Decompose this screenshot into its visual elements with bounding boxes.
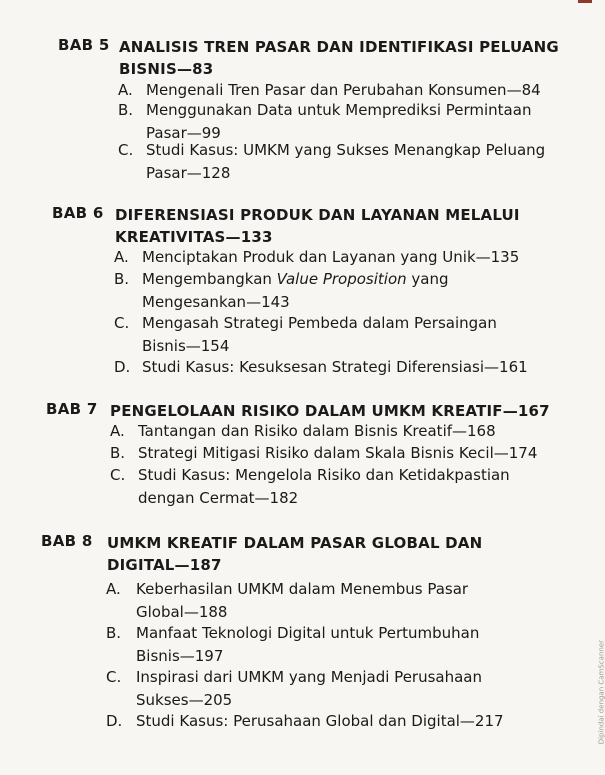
chapter-title xyxy=(115,204,520,248)
entry-text xyxy=(136,666,482,712)
entry-text: Studi Kasus: Kesuksesan Strategi Diferensiasi—161 xyxy=(142,358,528,376)
entry-text xyxy=(146,139,545,185)
entry-text-line xyxy=(142,268,449,291)
entry-text-line: Menggunakan Data untuk Memprediksi Permintaan xyxy=(146,101,532,119)
entry-text: Tantangan dan Risiko dalam Bisnis Kreatif—168 xyxy=(138,422,496,440)
scanner-watermark: Dipindai dengan CamScanner xyxy=(597,640,605,745)
entry-text-line: Sukses—205 xyxy=(136,691,233,709)
chapter-label: BAB 5 xyxy=(58,36,110,54)
chapter-label: BAB 7 xyxy=(46,400,98,418)
entry-text xyxy=(142,268,449,314)
entry-letter: A. xyxy=(110,422,125,440)
entry-text: Mengenali Tren Pasar dan Perubahan Konsumen—84 xyxy=(146,81,541,99)
chapter-title-line: DIFERENSIASI PRODUK DAN LAYANAN MELALUI xyxy=(115,206,520,224)
entry-letter: B. xyxy=(114,270,130,288)
entry-letter: A. xyxy=(118,81,133,99)
entry-text: Studi Kasus: Perusahaan Global dan Digital—217 xyxy=(136,712,504,730)
entry-letter: C. xyxy=(118,141,134,159)
entry-letter: B. xyxy=(118,101,134,119)
entry-text-line: Bisnis—154 xyxy=(142,337,230,355)
entry-text-line: Manfaat Teknologi Digital untuk Pertumbuhan xyxy=(136,624,480,642)
entry-text xyxy=(142,312,497,358)
chapter-label: BAB 8 xyxy=(41,532,93,550)
entry-text-segment: yang xyxy=(406,270,449,288)
entry-text xyxy=(136,622,479,668)
entry-text-segment: Mengembangkan xyxy=(142,270,277,288)
chapter-title xyxy=(107,532,482,576)
chapter-title-line: KREATIVITAS—133 xyxy=(115,228,273,246)
page-edge-mark xyxy=(578,0,592,3)
entry-text-line: Studi Kasus: Mengelola Risiko dan Ketidakpastian xyxy=(138,466,510,484)
entry-text-line: Bisnis—197 xyxy=(136,647,224,665)
entry-letter: D. xyxy=(106,712,123,730)
entry-text xyxy=(136,578,468,624)
italic-phrase: Value Proposition xyxy=(276,270,407,288)
chapter-title-line: ANALISIS TREN PASAR DAN IDENTIFIKASI PELUANG xyxy=(119,38,559,56)
entry-text-line: Pasar—128 xyxy=(146,164,231,182)
chapter-title-line: BISNIS—83 xyxy=(119,60,214,78)
entry-text-line: Inspirasi dari UMKM yang Menjadi Perusahaan xyxy=(136,668,483,686)
entry-letter: A. xyxy=(106,580,121,598)
entry-letter: D. xyxy=(114,358,131,376)
entry-text-line: Pasar—99 xyxy=(146,124,221,142)
entry-text-line: dengan Cermat—182 xyxy=(138,489,299,507)
chapter-label: BAB 6 xyxy=(52,204,104,222)
chapter-title-line: PENGELOLAAN RISIKO DALAM UMKM KREATIF—167 xyxy=(110,402,550,420)
entry-text-line: Keberhasilan UMKM dalam Menembus Pasar xyxy=(136,580,469,598)
entry-letter: C. xyxy=(114,314,130,332)
chapter-title xyxy=(110,400,550,422)
entry-text: Strategi Mitigasi Risiko dalam Skala Bisnis Kecil—174 xyxy=(138,444,538,462)
entry-letter: C. xyxy=(110,466,126,484)
entry-text: Menciptakan Produk dan Layanan yang Unik—135 xyxy=(142,248,520,266)
entry-text-line: Global—188 xyxy=(136,603,228,621)
entry-letter: B. xyxy=(110,444,126,462)
chapter-title-line: UMKM KREATIF DALAM PASAR GLOBAL DAN xyxy=(107,534,483,552)
entry-text-line: Studi Kasus: UMKM yang Sukses Menangkap Peluang xyxy=(146,141,546,159)
entry-text xyxy=(138,464,510,510)
entry-letter: B. xyxy=(106,624,122,642)
chapter-title-line: DIGITAL—187 xyxy=(107,556,222,574)
chapter-title xyxy=(119,36,559,80)
entry-text-line: Mengesankan—143 xyxy=(142,293,290,311)
entry-letter: A. xyxy=(114,248,129,266)
entry-text-line: Mengasah Strategi Pembeda dalam Persaingan xyxy=(142,314,497,332)
entry-letter: C. xyxy=(106,668,122,686)
